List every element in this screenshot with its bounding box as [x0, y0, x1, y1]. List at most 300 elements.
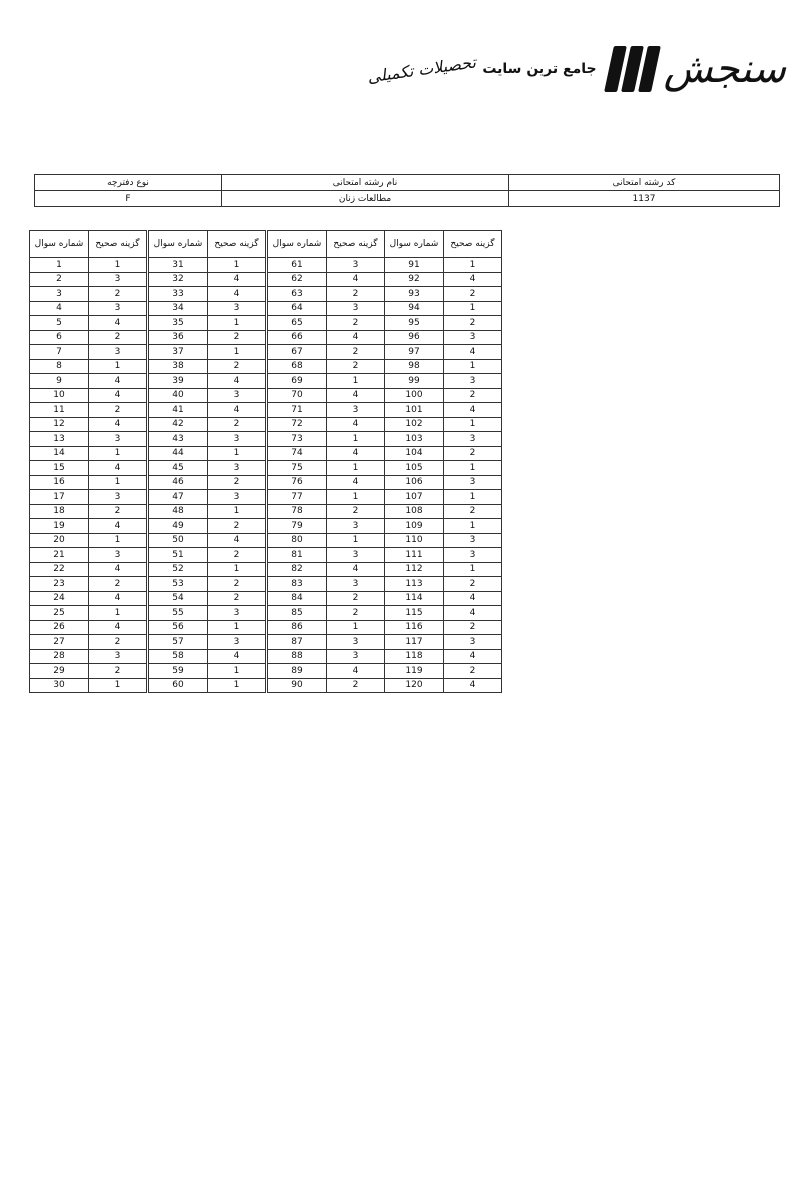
question-number: 73	[268, 432, 327, 447]
correct-option: 4	[444, 606, 502, 621]
correct-option: 1	[89, 446, 147, 461]
table-row	[30, 330, 147, 345]
table-row	[30, 316, 147, 331]
table-row	[268, 374, 385, 389]
logo-tagline-text: جامع ترین سایت	[482, 61, 597, 77]
table-row	[385, 417, 502, 432]
correct-option: 1	[444, 301, 502, 316]
table-row	[385, 635, 502, 650]
correct-option: 3	[444, 330, 502, 345]
correct-option: 3	[208, 388, 266, 403]
question-number: 92	[385, 272, 444, 287]
correct-option: 3	[327, 258, 385, 273]
correct-option: 1	[444, 562, 502, 577]
question-number: 89	[268, 664, 327, 679]
exam-name-value: مطالعات زنان	[222, 191, 509, 207]
table-row	[268, 258, 385, 273]
table-row	[30, 519, 147, 534]
question-number: 64	[268, 301, 327, 316]
question-number: 81	[268, 548, 327, 563]
correct-option: 2	[444, 446, 502, 461]
table-row	[30, 461, 147, 476]
table-row	[385, 606, 502, 621]
table-row	[30, 475, 147, 490]
correct-option: 3	[208, 635, 266, 650]
question-number: 56	[149, 620, 208, 635]
correct-option: 1	[208, 504, 266, 519]
question-number: 38	[149, 359, 208, 374]
table-row	[385, 591, 502, 606]
table-row	[385, 649, 502, 664]
question-number: 80	[268, 533, 327, 548]
exam-name-header: نام رشته امتحانی	[222, 175, 509, 191]
table-row	[268, 490, 385, 505]
question-number: 70	[268, 388, 327, 403]
correct-option: 2	[327, 287, 385, 302]
question-number: 99	[385, 374, 444, 389]
table-row	[268, 504, 385, 519]
table-row	[149, 432, 266, 447]
correct-option: 1	[208, 678, 266, 693]
table-row	[149, 359, 266, 374]
exam-code-value: 1137	[509, 191, 780, 207]
question-number: 44	[149, 446, 208, 461]
correct-option: 2	[444, 316, 502, 331]
table-row	[30, 403, 147, 418]
table-row	[268, 388, 385, 403]
table-row	[149, 591, 266, 606]
correct-option: 4	[89, 519, 147, 534]
logo-wordmark: سنجش	[663, 46, 786, 92]
question-number: 2	[30, 272, 89, 287]
table-row	[385, 490, 502, 505]
correct-option: 1	[208, 620, 266, 635]
correct-option: 3	[208, 490, 266, 505]
correct-option: 4	[327, 475, 385, 490]
table-row	[268, 562, 385, 577]
question-number: 14	[30, 446, 89, 461]
question-number: 21	[30, 548, 89, 563]
logo-tagline-script: تحصیلات تکمیلی	[366, 51, 478, 87]
question-number: 86	[268, 620, 327, 635]
correct-option: 3	[89, 649, 147, 664]
table-row	[30, 577, 147, 592]
answer-block	[267, 230, 385, 693]
table-row	[268, 620, 385, 635]
question-number: 113	[385, 577, 444, 592]
correct-option: 4	[208, 403, 266, 418]
table-row	[268, 649, 385, 664]
correct-option: 2	[327, 359, 385, 374]
correct-option: 2	[208, 591, 266, 606]
correct-option: 4	[208, 287, 266, 302]
question-number: 57	[149, 635, 208, 650]
correct-option: 4	[444, 591, 502, 606]
correct-option: 4	[89, 461, 147, 476]
correct-option: 1	[208, 446, 266, 461]
table-row	[268, 301, 385, 316]
question-number: 75	[268, 461, 327, 476]
table-row	[268, 461, 385, 476]
question-number: 93	[385, 287, 444, 302]
table-row	[149, 272, 266, 287]
correct-option: 3	[444, 635, 502, 650]
question-number-header: شماره سوال	[385, 231, 444, 258]
correct-option: 2	[89, 330, 147, 345]
table-row	[385, 620, 502, 635]
question-number: 108	[385, 504, 444, 519]
correct-option: 4	[327, 330, 385, 345]
question-number-header: شماره سوال	[149, 231, 208, 258]
table-row	[385, 548, 502, 563]
correct-option: 4	[208, 649, 266, 664]
table-row	[30, 664, 147, 679]
correct-option: 3	[444, 374, 502, 389]
table-row	[149, 577, 266, 592]
table-row	[149, 461, 266, 476]
correct-option: 2	[89, 504, 147, 519]
correct-option: 2	[89, 577, 147, 592]
question-number: 94	[385, 301, 444, 316]
question-number: 52	[149, 562, 208, 577]
question-number: 115	[385, 606, 444, 621]
correct-option: 1	[89, 475, 147, 490]
correct-option: 2	[208, 475, 266, 490]
table-row	[30, 635, 147, 650]
table-row	[30, 562, 147, 577]
question-number: 74	[268, 446, 327, 461]
correct-option: 2	[327, 606, 385, 621]
question-number: 106	[385, 475, 444, 490]
table-row	[385, 475, 502, 490]
correct-option: 4	[444, 403, 502, 418]
correct-option: 4	[327, 664, 385, 679]
table-row	[268, 272, 385, 287]
question-number: 46	[149, 475, 208, 490]
correct-option: 1	[208, 562, 266, 577]
table-row	[149, 301, 266, 316]
correct-option: 2	[444, 577, 502, 592]
question-number: 11	[30, 403, 89, 418]
correct-option: 1	[444, 490, 502, 505]
question-number: 8	[30, 359, 89, 374]
question-number: 112	[385, 562, 444, 577]
correct-option: 2	[444, 620, 502, 635]
question-number: 51	[149, 548, 208, 563]
booklet-type-header: نوع دفترچه	[35, 175, 222, 191]
question-number: 63	[268, 287, 327, 302]
table-row	[30, 432, 147, 447]
question-number: 50	[149, 533, 208, 548]
question-number: 119	[385, 664, 444, 679]
correct-option: 2	[444, 287, 502, 302]
table-row	[385, 678, 502, 693]
table-row	[149, 562, 266, 577]
question-number: 55	[149, 606, 208, 621]
table-row	[268, 577, 385, 592]
table-row	[268, 403, 385, 418]
table-row	[268, 548, 385, 563]
question-number: 28	[30, 649, 89, 664]
table-row	[149, 533, 266, 548]
table-row	[149, 620, 266, 635]
correct-option: 4	[89, 562, 147, 577]
question-number: 67	[268, 345, 327, 360]
table-row	[385, 359, 502, 374]
table-row	[30, 548, 147, 563]
table-row	[268, 678, 385, 693]
table-row	[385, 577, 502, 592]
table-row	[149, 287, 266, 302]
table-row	[30, 359, 147, 374]
correct-option: 2	[208, 359, 266, 374]
question-number: 43	[149, 432, 208, 447]
correct-option: 1	[444, 461, 502, 476]
question-number: 35	[149, 316, 208, 331]
correct-option: 2	[208, 548, 266, 563]
question-number: 66	[268, 330, 327, 345]
correct-option: 1	[444, 519, 502, 534]
correct-option: 2	[327, 345, 385, 360]
correct-option: 4	[89, 417, 147, 432]
table-row	[149, 388, 266, 403]
correct-option: 1	[208, 258, 266, 273]
table-row	[149, 548, 266, 563]
table-row	[30, 287, 147, 302]
correct-option: 1	[327, 374, 385, 389]
table-row	[30, 533, 147, 548]
table-row	[385, 461, 502, 476]
table-row	[30, 374, 147, 389]
correct-option: 1	[444, 417, 502, 432]
table-row	[30, 258, 147, 273]
correct-option: 2	[444, 664, 502, 679]
question-number: 109	[385, 519, 444, 534]
correct-option-header: گزینه صحیح	[89, 231, 147, 258]
correct-option: 3	[89, 490, 147, 505]
question-number: 26	[30, 620, 89, 635]
question-number: 78	[268, 504, 327, 519]
question-number: 110	[385, 533, 444, 548]
correct-option: 2	[208, 330, 266, 345]
table-row	[385, 504, 502, 519]
question-number: 111	[385, 548, 444, 563]
correct-option: 4	[444, 272, 502, 287]
correct-option: 2	[89, 635, 147, 650]
exam-code-header: کد رشته امتحانی	[509, 175, 780, 191]
question-number: 24	[30, 591, 89, 606]
table-row	[268, 519, 385, 534]
correct-option: 2	[89, 287, 147, 302]
question-number: 72	[268, 417, 327, 432]
correct-option: 3	[327, 519, 385, 534]
question-number: 68	[268, 359, 327, 374]
question-number: 33	[149, 287, 208, 302]
table-row	[30, 649, 147, 664]
question-number: 34	[149, 301, 208, 316]
table-row	[30, 504, 147, 519]
table-row	[268, 635, 385, 650]
correct-option: 3	[444, 548, 502, 563]
correct-option: 4	[327, 446, 385, 461]
question-number: 107	[385, 490, 444, 505]
correct-option: 3	[208, 301, 266, 316]
table-row	[268, 475, 385, 490]
question-number: 98	[385, 359, 444, 374]
question-number: 22	[30, 562, 89, 577]
correct-option: 1	[208, 316, 266, 331]
table-row	[385, 258, 502, 273]
table-row	[385, 316, 502, 331]
table-row	[268, 345, 385, 360]
table-row	[268, 287, 385, 302]
question-number: 13	[30, 432, 89, 447]
table-row	[30, 678, 147, 693]
correct-option: 2	[327, 678, 385, 693]
table-row	[30, 388, 147, 403]
correct-option: 1	[444, 359, 502, 374]
question-number: 47	[149, 490, 208, 505]
correct-option: 2	[327, 591, 385, 606]
question-number: 76	[268, 475, 327, 490]
question-number: 36	[149, 330, 208, 345]
correct-option: 1	[89, 258, 147, 273]
question-number: 104	[385, 446, 444, 461]
question-number: 59	[149, 664, 208, 679]
question-number: 87	[268, 635, 327, 650]
correct-option: 3	[327, 548, 385, 563]
correct-option: 4	[208, 374, 266, 389]
question-number: 58	[149, 649, 208, 664]
table-row	[149, 330, 266, 345]
question-number: 97	[385, 345, 444, 360]
table-row	[149, 490, 266, 505]
correct-option: 1	[444, 258, 502, 273]
question-number: 62	[268, 272, 327, 287]
correct-option: 1	[89, 606, 147, 621]
question-number: 48	[149, 504, 208, 519]
question-number: 84	[268, 591, 327, 606]
correct-option: 1	[327, 461, 385, 476]
question-number: 16	[30, 475, 89, 490]
table-row	[149, 606, 266, 621]
correct-option: 4	[89, 620, 147, 635]
correct-option: 3	[327, 301, 385, 316]
table-row	[30, 417, 147, 432]
table-row	[268, 359, 385, 374]
question-number: 5	[30, 316, 89, 331]
table-row	[385, 301, 502, 316]
question-number: 23	[30, 577, 89, 592]
correct-option: 3	[89, 345, 147, 360]
question-number: 82	[268, 562, 327, 577]
question-number: 53	[149, 577, 208, 592]
table-row	[268, 316, 385, 331]
table-row	[30, 345, 147, 360]
correct-option: 3	[208, 461, 266, 476]
question-number: 102	[385, 417, 444, 432]
question-number: 27	[30, 635, 89, 650]
correct-option: 2	[444, 504, 502, 519]
question-number: 103	[385, 432, 444, 447]
question-number: 41	[149, 403, 208, 418]
table-row	[149, 519, 266, 534]
correct-option: 3	[327, 403, 385, 418]
correct-option-header: گزینه صحیح	[444, 231, 502, 258]
correct-option: 1	[89, 678, 147, 693]
question-number: 7	[30, 345, 89, 360]
correct-option: 1	[208, 345, 266, 360]
table-row	[385, 562, 502, 577]
correct-option: 4	[327, 562, 385, 577]
question-number: 17	[30, 490, 89, 505]
question-number: 91	[385, 258, 444, 273]
table-row	[385, 272, 502, 287]
table-row	[385, 664, 502, 679]
correct-option: 3	[444, 533, 502, 548]
table-row	[268, 330, 385, 345]
table-row	[149, 649, 266, 664]
question-number: 117	[385, 635, 444, 650]
question-number: 79	[268, 519, 327, 534]
question-number: 88	[268, 649, 327, 664]
logo-bars-icon	[605, 46, 656, 92]
question-number: 19	[30, 519, 89, 534]
question-number: 100	[385, 388, 444, 403]
correct-option: 3	[89, 301, 147, 316]
correct-option: 4	[327, 417, 385, 432]
question-number: 61	[268, 258, 327, 273]
logo	[367, 28, 786, 110]
table-row	[149, 446, 266, 461]
table-row	[149, 664, 266, 679]
question-number: 12	[30, 417, 89, 432]
correct-option: 1	[327, 533, 385, 548]
table-row	[385, 533, 502, 548]
question-number: 120	[385, 678, 444, 693]
question-number: 105	[385, 461, 444, 476]
table-row	[385, 330, 502, 345]
correct-option: 4	[89, 591, 147, 606]
answer-block	[148, 230, 266, 693]
correct-option: 1	[208, 664, 266, 679]
question-number-header: شماره سوال	[268, 231, 327, 258]
question-number: 1	[30, 258, 89, 273]
question-number: 4	[30, 301, 89, 316]
correct-option: 3	[208, 606, 266, 621]
question-number: 25	[30, 606, 89, 621]
table-row	[149, 345, 266, 360]
correct-option: 1	[89, 533, 147, 548]
question-number: 18	[30, 504, 89, 519]
correct-option: 4	[327, 272, 385, 287]
correct-option: 3	[327, 635, 385, 650]
table-row	[149, 417, 266, 432]
table-row	[30, 446, 147, 461]
correct-option-header: گزینه صحیح	[327, 231, 385, 258]
correct-option: 2	[89, 664, 147, 679]
table-row	[385, 345, 502, 360]
table-row	[385, 432, 502, 447]
booklet-type-value: F	[35, 191, 222, 207]
table-row	[30, 606, 147, 621]
table-row	[268, 664, 385, 679]
question-number: 31	[149, 258, 208, 273]
correct-option: 3	[444, 475, 502, 490]
table-row	[149, 316, 266, 331]
correct-option: 2	[208, 577, 266, 592]
question-number: 40	[149, 388, 208, 403]
